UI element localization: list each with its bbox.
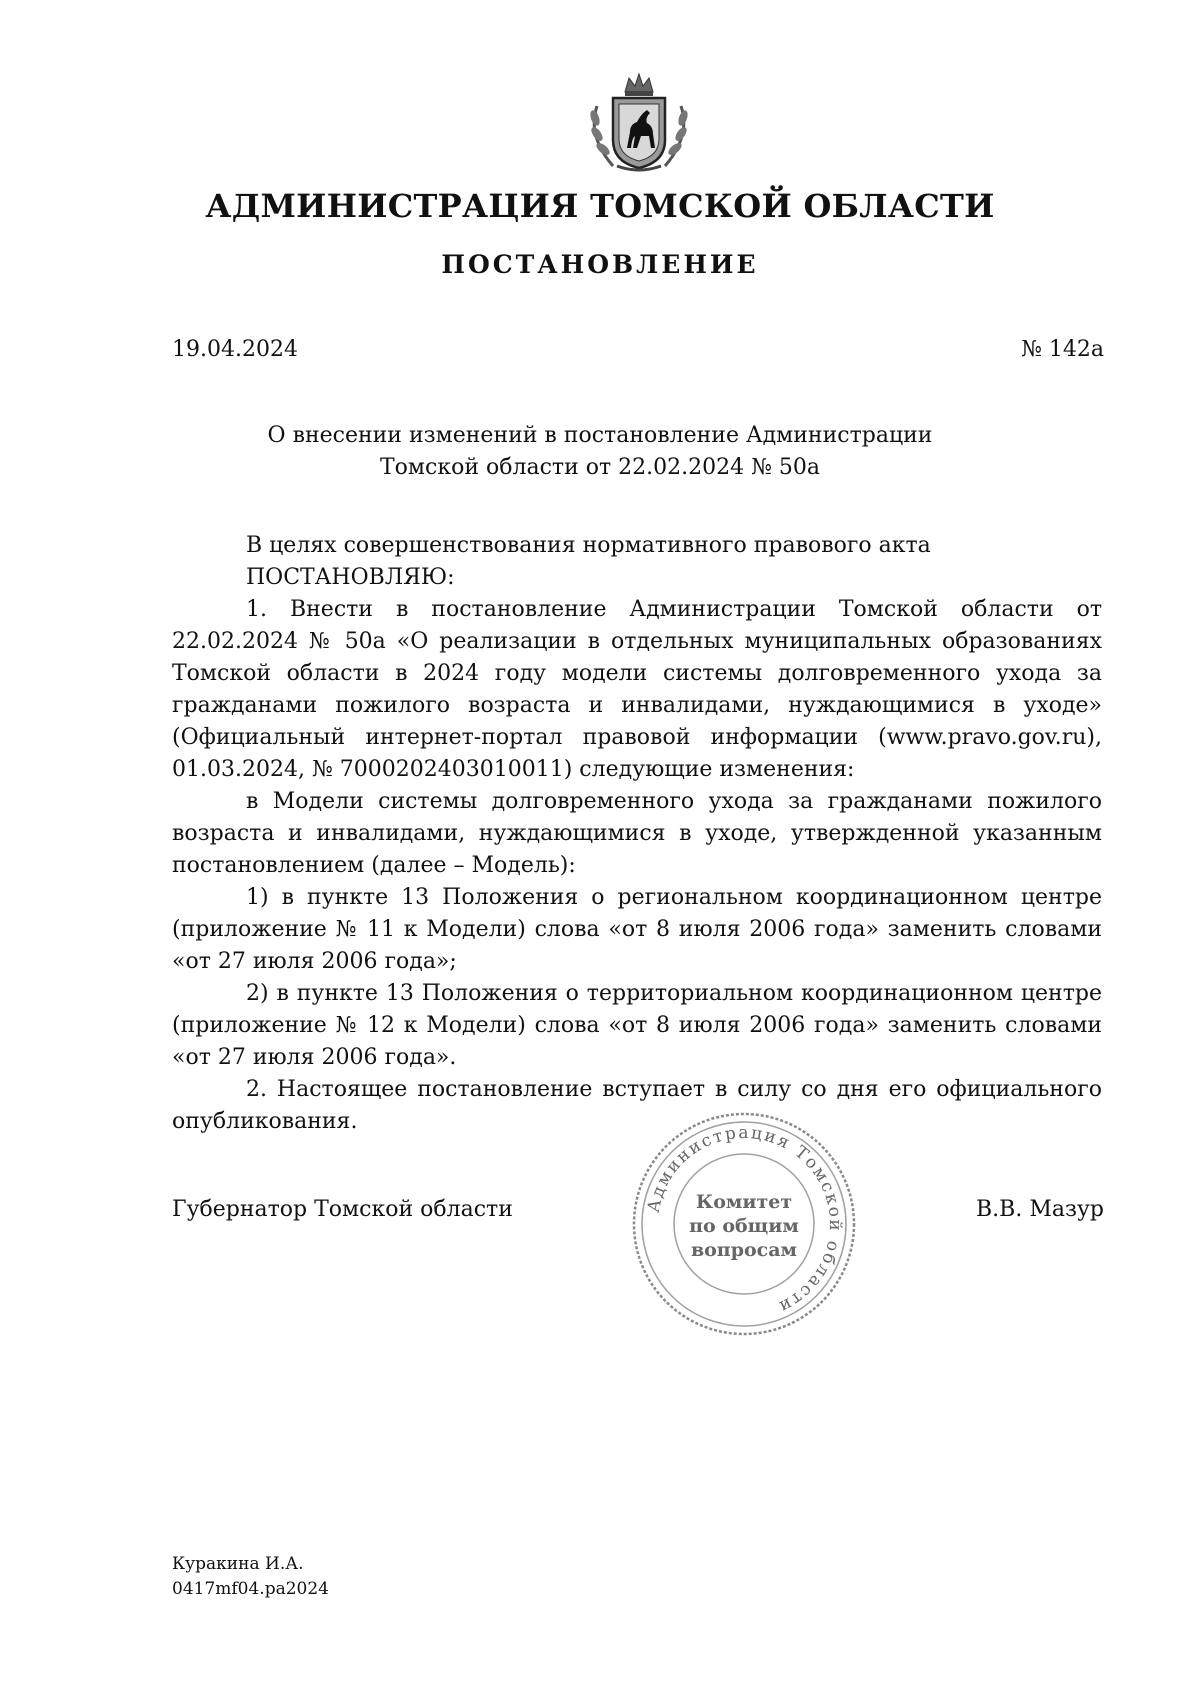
tomsk-coat-of-arms-icon (583, 66, 695, 178)
document-number: № 142а (1021, 337, 1104, 362)
document-body (172, 530, 1102, 1138)
signatory-name: В.В. Мазур (976, 1197, 1104, 1222)
official-stamp (628, 1108, 860, 1340)
signatory-position: Губернатор Томской области (172, 1197, 513, 1222)
document-type: ПОСТАНОВЛЕНИЕ (441, 250, 759, 279)
body-paragraph: 2. Настоящее постановление вступает в силу со дня его официального опубликования. (172, 1077, 1102, 1134)
body-paragraph: 1) в пункте 13 Положения о региональном координационном центре (приложение № 11 к Модели) слова «от 8 июля 2006 года» заменить словами «от 27 июля 2006 года»; (172, 885, 1102, 974)
file-code: 0417mf04.pa2024 (172, 1579, 329, 1599)
body-resolve: ПОСТАНОВЛЯЮ: (246, 565, 455, 590)
body-intro: В целях совершенствования нормативного правового акта (246, 533, 931, 558)
body-paragraph: 1. Внести в постановление Администрации Томской области от 22.02.2024 № 50а «О реализации в отдельных муниципальных образованиях Томской области в 2024 году модели системы долговременного ухода за гражданами пожилого возраста и инвалидами, нуждающимися в уходе» (Официальный интернет-портал правовой информации (www.pravo.gov.ru), 01.03.2024, № 7000202403010011) следующие изменения: (172, 597, 1102, 782)
stamp-center-line: по общим (689, 1215, 799, 1237)
document-subject (0, 420, 1200, 484)
subject-line: О внесении изменений в постановление Администрации (267, 423, 933, 448)
stamp-ring-text: Администрация Томской области (643, 1122, 846, 1318)
stamp-center-line: вопросам (690, 1239, 798, 1261)
document-date: 19.04.2024 (172, 337, 298, 362)
executor-name: Куракина И.А. (172, 1554, 304, 1574)
body-paragraph: 2) в пункте 13 Положения о территориальном координационном центре (приложение № 12 к Модели) слова «от 8 июля 2006 года» заменить словами «от 27 июля 2006 года». (172, 981, 1102, 1070)
organization-title: АДМИНИСТРАЦИЯ ТОМСКОЙ ОБЛАСТИ (205, 187, 995, 225)
document-footer (172, 1552, 329, 1602)
body-paragraph: в Модели системы долговременного ухода за гражданами пожилого возраста и инвалидами, нуждающимися в уходе, утвержденной указанным постановлением (далее – Модель): (172, 789, 1102, 878)
subject-line: Томской области от 22.02.2024 № 50а (379, 455, 821, 480)
stamp-center-line: Комитет (695, 1191, 793, 1213)
